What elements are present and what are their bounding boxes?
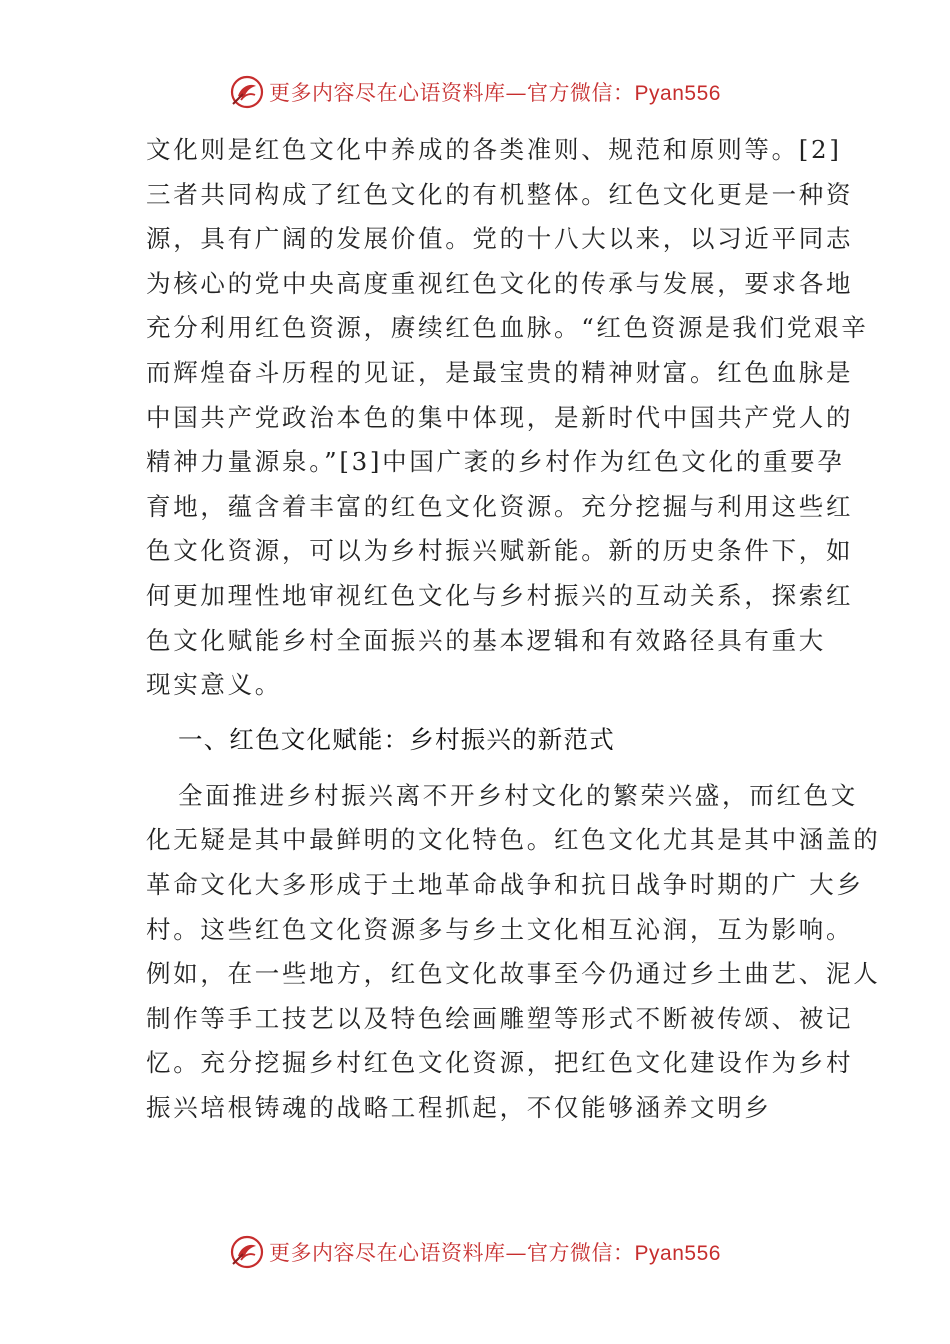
text-line: 源，具有广阔的发展价值。党的十八大以来，以习近平同志 bbox=[146, 224, 854, 254]
text-line: 何更加理性地审视红色文化与乡村振兴的互动关系，探索红 bbox=[146, 580, 854, 610]
text-line: 例如，在一些地方，红色文化故事至今仍通过乡土曲艺、泥人 bbox=[146, 959, 881, 989]
brand-logo-icon bbox=[229, 74, 265, 110]
text-line: 化无疑是其中最鲜明的文化特色。红色文化尤其是其中涵盖的 bbox=[146, 825, 881, 855]
text-line: 忆。充分挖掘乡村红色文化资源，把红色文化建设作为乡村 bbox=[146, 1048, 854, 1078]
text-line: 制作等手工技艺以及特色绘画雕塑等形式不断被传颂、被记 bbox=[146, 1003, 854, 1033]
header-banner bbox=[0, 70, 950, 114]
header-title: 更多内容尽在心语资料库—官方微信： bbox=[269, 81, 635, 105]
document-body bbox=[146, 128, 881, 1130]
text-line: 文化则是红色文化中养成的各类准则、规范和原则等。[2] bbox=[146, 135, 842, 164]
section-heading: 一、红色文化赋能：乡村振兴的新范式 bbox=[178, 724, 615, 754]
text-line: 现实意义。 bbox=[146, 670, 282, 700]
text-line: 中国共产党政治本色的集中体现，是新时代中国共产党人的 bbox=[146, 402, 854, 432]
text-line: 育地，蕴含着丰富的红色文化资源。充分挖掘与利用这些红 bbox=[146, 491, 854, 521]
text-line: 充分利用红色资源，赓续红色血脉。“红色资源是我们党艰辛 bbox=[146, 313, 869, 343]
text-line: 村。这些红色文化资源多与乡土文化相互沁润，互为影响。 bbox=[146, 914, 854, 944]
footer-banner bbox=[0, 1230, 950, 1274]
paragraph-2 bbox=[146, 774, 881, 1131]
text-line: 振兴培根铸魂的战略工程抓起，不仅能够涵养文明乡 bbox=[146, 1092, 772, 1122]
text-line: 而辉煌奋斗历程的见证，是最宝贵的精神财富。红色血脉是 bbox=[146, 357, 854, 387]
text-line: 全面推进乡村振兴离不开乡村文化的繁荣兴盛，而红色文 bbox=[178, 780, 858, 810]
text-line: 革命文化大多形成于土地革命战争和抗日战争时期的广 大乡 bbox=[146, 869, 864, 899]
text-line: 为核心的党中央高度重视红色文化的传承与发展，要求各地 bbox=[146, 268, 854, 298]
text-line: 三者共同构成了红色文化的有机整体。红色文化更是一种资 bbox=[146, 179, 854, 209]
footer-wechat-id: Pyan556 bbox=[634, 1242, 721, 1265]
brand-logo-icon bbox=[229, 1234, 265, 1270]
header-banner-text bbox=[269, 77, 721, 107]
footer-banner-text bbox=[269, 1237, 721, 1267]
header-wechat-id: Pyan556 bbox=[634, 82, 721, 105]
text-line: 精神力量源泉。”[3]中国广袤的乡村作为红色文化的重要孕 bbox=[146, 447, 845, 477]
text-line: 色文化资源，可以为乡村振兴赋新能。新的历史条件下，如 bbox=[146, 536, 854, 566]
paragraph-1 bbox=[146, 128, 869, 708]
footer-title: 更多内容尽在心语资料库—官方微信： bbox=[269, 1241, 635, 1265]
text-line: 色文化赋能乡村全面振兴的基本逻辑和有效路径具有重大 bbox=[146, 625, 826, 655]
